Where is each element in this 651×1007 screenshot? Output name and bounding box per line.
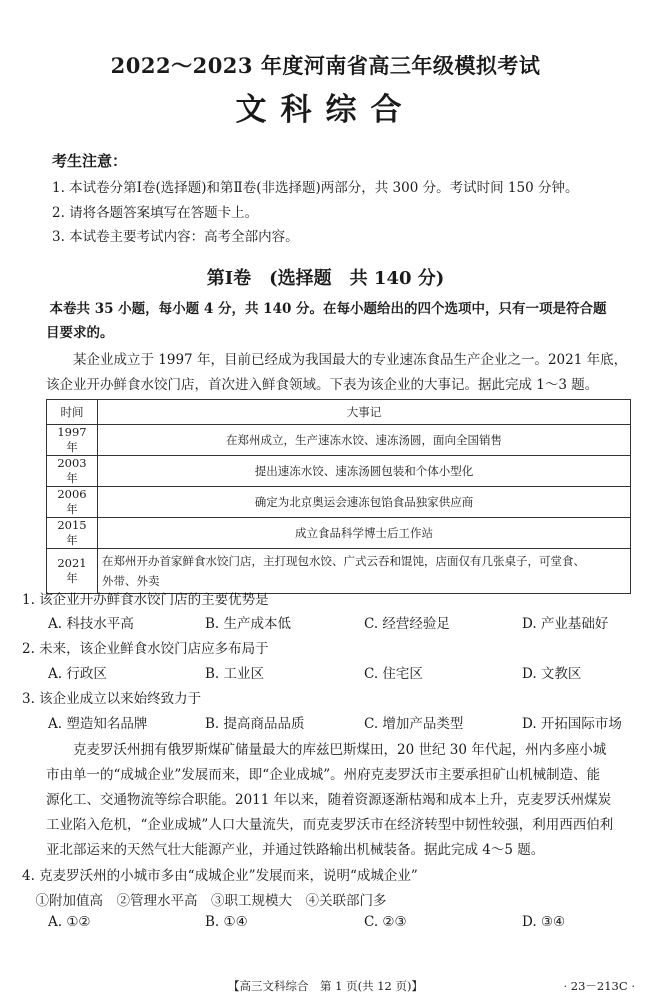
- table-header-year: 时间: [47, 400, 98, 425]
- question-4-option-c: C. ②③: [364, 914, 407, 930]
- question-3-stem: 3. 该企业成立以来始终致力于: [22, 691, 202, 707]
- table-row: [47, 518, 631, 549]
- table-cell-year: 1997 年: [47, 425, 98, 456]
- question-1-stem: 1. 该企业开办鲜食水饺门店的主要优势是: [22, 592, 269, 608]
- table-cell-year: 2006 年: [47, 487, 98, 518]
- notice-item-1: 1. 本试卷分第Ⅰ卷(选择题)和第Ⅱ卷(非选择题)两部分，共 300 分。考试时间 150 分钟。: [52, 180, 579, 196]
- question-3-option-d: D. 开拓国际市场: [522, 716, 622, 732]
- passage1-line-2: 该企业开办鲜食水饺门店，首次进入鲜食领域。下表为该企业的大事记。据此完成 1～3 题。: [46, 377, 599, 393]
- question-2-stem: 2. 未来，该企业鲜食水饺门店应多布局于: [22, 641, 269, 657]
- table-cell-event: 成立食品科学博士后工作站: [98, 518, 631, 549]
- passage2-line-4: 工业陷入危机，“企业成城”人口大量流失，而克麦罗沃市在经济转型中韧性较强，利用西西伯利: [46, 817, 614, 833]
- passage2-line-3: 源化工、交通物流等综合职能。2011 年以来，随着资源逐渐枯竭和成本上升，克麦罗沃州煤炭: [46, 792, 612, 808]
- question-4-option-d: D. ③④: [522, 914, 566, 930]
- question-1-option-c: C. 经营经验足: [364, 616, 450, 632]
- table-cell-event: 确定为北京奥运会速冻包馅食品独家供应商: [98, 487, 631, 518]
- passage2-line-5: 亚北部运来的天然气壮大能源产业，并通过铁路输出机械装备。据此完成 4～5 题。: [46, 842, 545, 858]
- question-3-option-a: A. 塑造知名品牌: [48, 716, 148, 732]
- table-row: [47, 549, 631, 594]
- question-1-option-b: B. 生产成本低: [205, 616, 292, 632]
- table-row: [47, 487, 631, 518]
- events-table: [46, 399, 631, 594]
- question-2-option-c: C. 住宅区: [364, 666, 423, 682]
- question-4-option-b: B. ①④: [205, 914, 248, 930]
- question-2-option-a: A. 行政区: [48, 666, 107, 682]
- notice-heading: 考生注意：: [52, 152, 128, 170]
- question-3-option-c: C. 增加产品类型: [364, 716, 464, 732]
- section-instructions-line-1: 本卷共 35 小题，每小题 4 分，共 140 分。在每小题给出的四个选项中，只有一项是符合题: [36, 301, 607, 317]
- exam-title: 2022～2023 年度河南省高三年级模拟考试: [110, 53, 541, 78]
- passage1-line-1: 某企业成立于 1997 年，目前已经成为我国最大的专业速冻食品生产企业之一。2021 年底，: [46, 352, 628, 368]
- table-row: [47, 425, 631, 456]
- table-cell-year: 2015 年: [47, 518, 98, 549]
- table-cell-event-multiline: [98, 549, 631, 594]
- question-2-option-d: D. 文教区: [522, 666, 582, 682]
- section-title: 第Ⅰ卷 (选择题 共 140 分): [206, 268, 445, 289]
- table-header-event: 大事记: [98, 400, 631, 425]
- table-header-row: [47, 400, 631, 425]
- exam-subject: 文科综合: [235, 92, 416, 128]
- table-cell-event: 提出速冻水饺、速冻汤圆包装和个体小型化: [98, 456, 631, 487]
- table-cell-event-line-2: 外带、外卖: [102, 574, 160, 588]
- footer-page-label: 【高三文科综合 第 1 页(共 12 页)】: [227, 979, 424, 993]
- table-cell-event: 在郑州成立，生产速冻水饺、速冻汤圆，面向全国销售: [98, 425, 631, 456]
- section-instructions-line-2: 目要求的。: [46, 325, 114, 341]
- question-4-stem: 4. 克麦罗沃州的小城市多由“成城企业”发展而来，说明“成城企业”: [22, 868, 418, 884]
- question-4-statements: ①附加值高 ②管理水平高 ③职工规模大 ④关联部门多: [22, 893, 387, 909]
- question-4-option-a: A. ①②: [48, 914, 91, 930]
- footer-code: · 23－213C ·: [563, 979, 635, 993]
- passage2-line-1: 克麦罗沃州拥有俄罗斯煤矿储量最大的库兹巴斯煤田，20 世纪 30 年代起，州内多座小城: [46, 742, 607, 758]
- table-row: [47, 456, 631, 487]
- table-cell-year: 2021 年: [47, 549, 98, 594]
- passage2-line-2: 市由单一的“成城企业”发展而来，即“企业成城”。州府克麦罗沃市主要承担矿山机械制造、能: [46, 767, 601, 783]
- table-cell-event-line-1: 在郑州开办首家鲜食水饺门店，主打现包水饺、广式云吞和馄饨，店面仅有几张桌子，可堂食、: [102, 554, 585, 568]
- notice-item-3: 3. 本试卷主要考试内容：高考全部内容。: [52, 229, 299, 245]
- table-cell-year: 2003 年: [47, 456, 98, 487]
- question-3-option-b: B. 提高商品品质: [205, 716, 305, 732]
- question-2-option-b: B. 工业区: [205, 666, 265, 682]
- notice-item-2: 2. 请将各题答案填写在答题卡上。: [52, 205, 259, 221]
- question-1-option-d: D. 产业基础好: [522, 616, 609, 632]
- question-1-option-a: A. 科技水平高: [48, 616, 134, 632]
